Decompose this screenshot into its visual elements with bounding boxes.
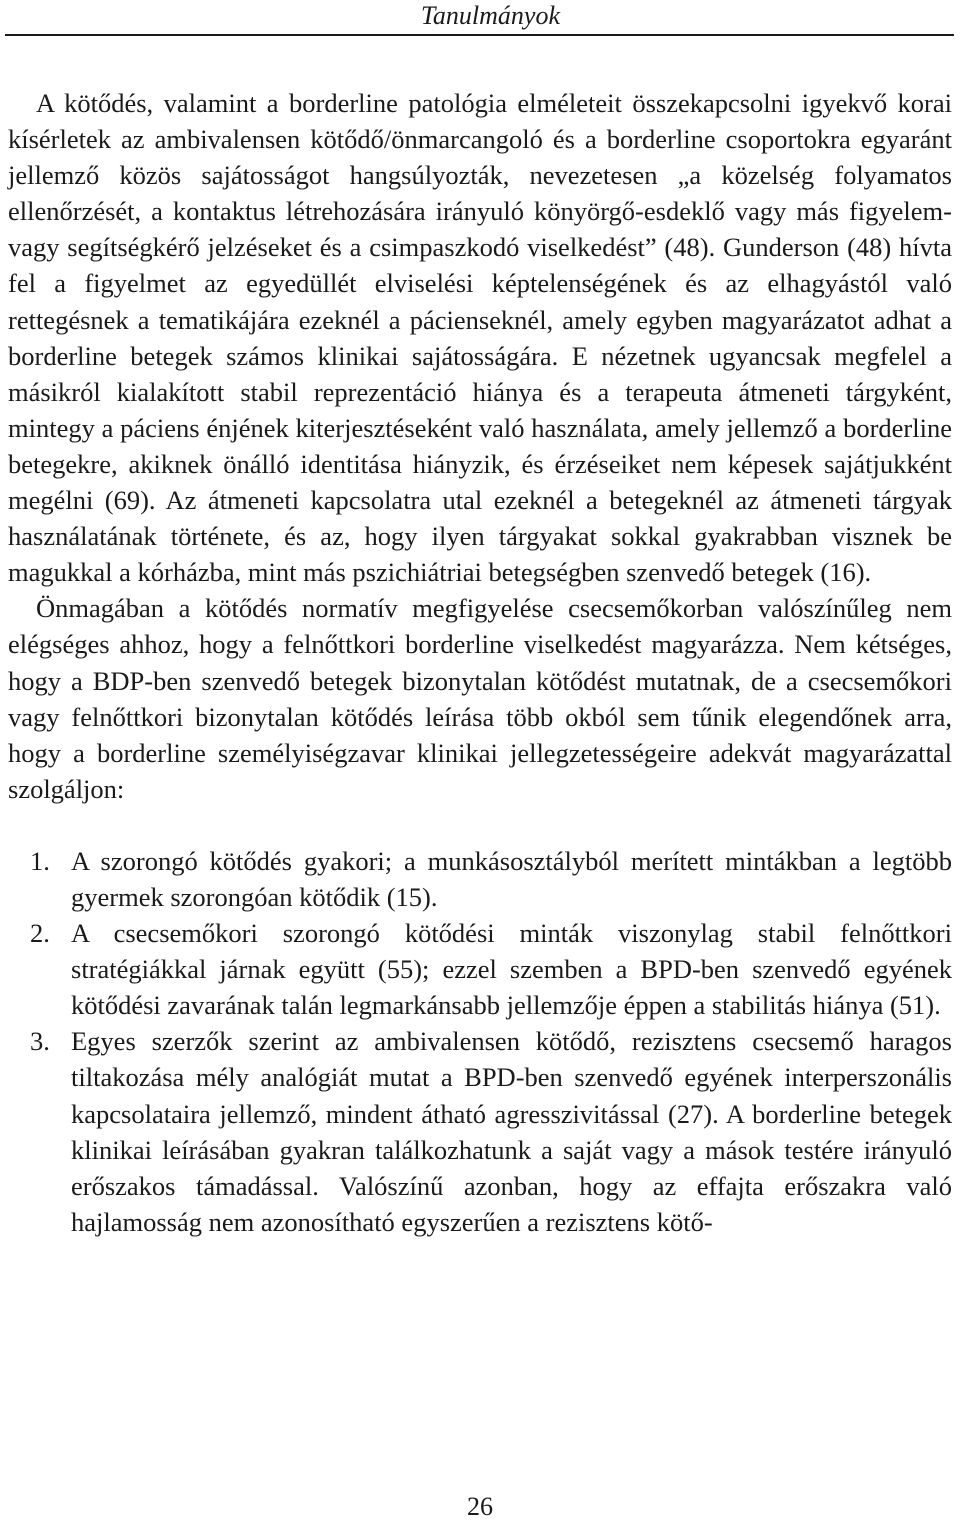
article-body: [8, 85, 952, 1240]
list-item-text: Egyes szerzők szerint az ambivalensen kötődő, rezisztens csecsemő haragos tiltakozása mély analógiát mutat a BPD-ben szenvedő egyének interperszonális kapcsolataira jellemző, mindent átható agresszivitással (27). A borderline betegek klinikai leírásában gyakran találkozhatunk a saját vagy a mások testére irányuló erőszakos támadással. Valószínű azonban, hogy az effajta erőszakra való hajlamosság nem azonosítható egyszerűen a rezisztens kötő-: [71, 1026, 952, 1237]
list-item-number: 3.: [30, 1026, 50, 1057]
header-rule: [5, 34, 954, 36]
list-item: [8, 915, 952, 1023]
paragraph: Önmagában a kötődés normatív megfigyelése csecsemőkorban valószínűleg nem elégséges ahhoz, hogy a felnőttkori borderline viselkedést magyarázza. Nem kétséges, hogy a BDP-ben szenvedő betegek bizonytalan kötődést mutatnak, de a csecsemőkori vagy felnőttkori bizonytalan kötődés leírása több okból sem tűnik elegendőnek arra, hogy a borderline személyiségzavar klinikai jellegzetességeire adekvát magyarázattal szolgáljon:: [8, 593, 952, 804]
list-item: [8, 843, 952, 915]
page-number: 26: [467, 1492, 493, 1521]
list-item: [8, 1023, 952, 1240]
list-item-number: 2.: [30, 918, 50, 949]
numbered-list: [8, 843, 952, 1240]
running-head: [0, 0, 960, 32]
paragraph: A kötődés, valamint a borderline patológia elméleteit összekapcsolni igyekvő korai kísérletek az ambivalensen kötődő/önmarcangoló és a borderline csoportokra egyaránt jellemző közös sajátosságot hangsúlyozták, nevezetesen „a közelség folyamatos ellenőrzését, a kontaktus létrehozására irányuló könyörgő-esdeklő vagy más figyelem- vagy segítségkérő jelzéseket és a csimpaszkodó viselkedést” (48). Gunderson (48) hívta fel a figyelmet az egyedüllét elviselési képtelenségének és az elhagyástól való rettegésnek a tematikájára ezeknél a pácienseknél, amely egyben magyarázatot adhat a borderline betegek számos klinikai sajátosságára. E nézetnek ugyancsak megfelel a másikról kialakított stabil reprezentáció hiánya és a terapeuta átmeneti tárgyként, mintegy a páciens énjének kiterjesztéseként való használata, amely jellemző a borderline betegekre, akiknek önálló identitása hiányzik, és érzéseiket nem képesek sajátjukként megélni (69). Az átmeneti kapcsolatra utal ezeknél a betegeknél az átmeneti tárgyak használatának története, és az, hogy ilyen tárgyakat sokkal gyakrabban visznek be magukkal a kórházba, mint más pszichiátriai betegségben szenvedő betegek (16).: [8, 88, 952, 588]
list-item-text: A szorongó kötődés gyakori; a munkásosztályból merített mintákban a legtöbb gyermek szorongóan kötődik (15).: [71, 845, 952, 912]
list-item-text: A csecsemőkori szorongó kötődési minták viszonylag stabil felnőttkori stratégiákkal járnak együtt (55); ezzel szemben a BPD-ben szenvedő egyének kötődési zavarának talán legmarkánsabb jellemzője éppen a stabilitás hiánya (51).: [71, 918, 952, 1021]
list-item-number: 1.: [30, 845, 50, 876]
running-head-title: Tanulmányok: [420, 1, 560, 30]
